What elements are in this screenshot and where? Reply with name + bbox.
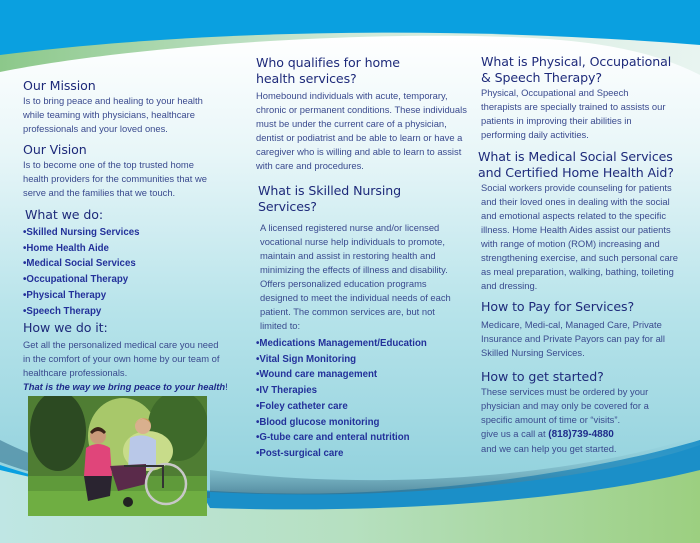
how-we-do-it-text: Get all the personalized medical care you need in the comfort of your own home by our team of healthcare professionals. — [23, 339, 220, 379]
social-services-title: What is Medical Social Services and Certified Home Health Aid? — [478, 149, 674, 180]
column-left — [23, 78, 238, 394]
caregiver-photo — [28, 396, 207, 516]
caregiver-wheelchair-image — [28, 396, 207, 516]
get-started-title: How to get started? — [481, 369, 604, 384]
list-item: • G-tube care and enteral nutrition — [256, 430, 471, 446]
tagline-text: That is the way we bring peace to your health — [23, 381, 226, 393]
get-started-section — [478, 369, 700, 456]
list-item: • Home Health Aide — [23, 241, 238, 257]
who-qualifies-title: Who qualifies for home health services? — [256, 55, 400, 86]
list-item: • Post-surgical care — [256, 446, 471, 462]
tagline — [23, 380, 238, 394]
mission-title: Our Mission — [23, 78, 96, 93]
mission-text: Is to bring peace and healing to your health while teaming with physicians, healthcare professionals and your loved ones. — [23, 95, 203, 134]
call-prefix: give us a call at — [481, 428, 549, 439]
who-qualifies-text: Homebound individuals with acute, temporary, chronic or permanent conditions. These individuals must be under the current care of a physician, dentist or podiatrist and be able to learn or have a caregiver who is willing and able to learn to assist with care and procedures. — [256, 90, 467, 171]
list-item: • IV Therapies — [256, 383, 471, 399]
call-line — [478, 427, 700, 442]
list-item: • Medical Social Services — [23, 256, 238, 272]
skilled-nursing-title: What is Skilled Nursing Services? — [258, 183, 402, 214]
therapy-title: What is Physical, Occupational & Speech Therapy? — [481, 54, 672, 85]
how-we-do-it-title: How we do it: — [23, 320, 108, 336]
list-item: • Skilled Nursing Services — [23, 225, 238, 241]
therapy-text: Physical, Occupational and Speech therapists are specially trained to assists our patients in improving their abilities in performing daily activities. — [481, 87, 666, 140]
vision-title: Our Vision — [23, 142, 87, 157]
list-item: • Speech Therapy — [23, 304, 238, 320]
list-item: • Vital Sign Monitoring — [256, 352, 471, 368]
how-we-do-it-section — [23, 320, 238, 394]
vision-section — [23, 142, 238, 200]
closing-text: and we can help you get started. — [481, 443, 617, 454]
therapy-section — [478, 54, 700, 142]
list-item: • Medications Management/Education — [256, 336, 471, 352]
pay-title: How to Pay for Services? — [481, 299, 635, 314]
nursing-services-list — [256, 336, 471, 462]
pay-text: Medicare, Medi-cal, Managed Care, Private Insurance and Private Payors can pay for all Skilled Nursing Services. — [481, 319, 665, 358]
tagline-exclamation: ! — [225, 381, 228, 393]
what-we-do-section — [23, 207, 238, 319]
what-we-do-title: What we do: — [25, 207, 103, 222]
get-started-text: These services must be ordered by your physician and may only be covered for a specific amount of time or “visits”. — [481, 386, 649, 425]
list-item: • Occupational Therapy — [23, 272, 238, 288]
pay-section — [478, 299, 700, 360]
who-qualifies-section — [256, 55, 471, 173]
services-list — [23, 225, 238, 319]
list-item: • Wound care management — [256, 367, 471, 383]
column-right — [478, 54, 700, 456]
phone-number[interactable]: (818)739-4880 — [548, 429, 614, 440]
list-item: • Physical Therapy — [23, 288, 238, 304]
social-services-text: Social workers provide counseling for patients and their loved ones in dealing with the social and emotional aspects related to the specific illness. Home Health Aides assist our patients with range of motion (ROM) increasing and strengthening exercise, and such personal care as meal preparation, walking, bathing, toileting and dressing. — [481, 182, 678, 291]
column-middle — [256, 55, 471, 462]
vision-text: Is to become one of the top trusted home health providers for the communities that we serve and the families that we touch. — [23, 159, 207, 198]
social-services-section — [478, 149, 700, 293]
list-item: • Blood glucose monitoring — [256, 415, 471, 431]
skilled-nursing-text: A licensed registered nurse and/or licensed vocational nurse help individuals to promote, maintain and assist in restoring health and minimizing the effects of illness and disability. Offers personalized education programs designed to meet the individual needs of each patient. The common services are, but not limited to: — [260, 222, 451, 331]
skilled-nursing-section — [256, 183, 471, 462]
mission-section — [23, 78, 238, 136]
list-item: • Foley catheter care — [256, 399, 471, 415]
